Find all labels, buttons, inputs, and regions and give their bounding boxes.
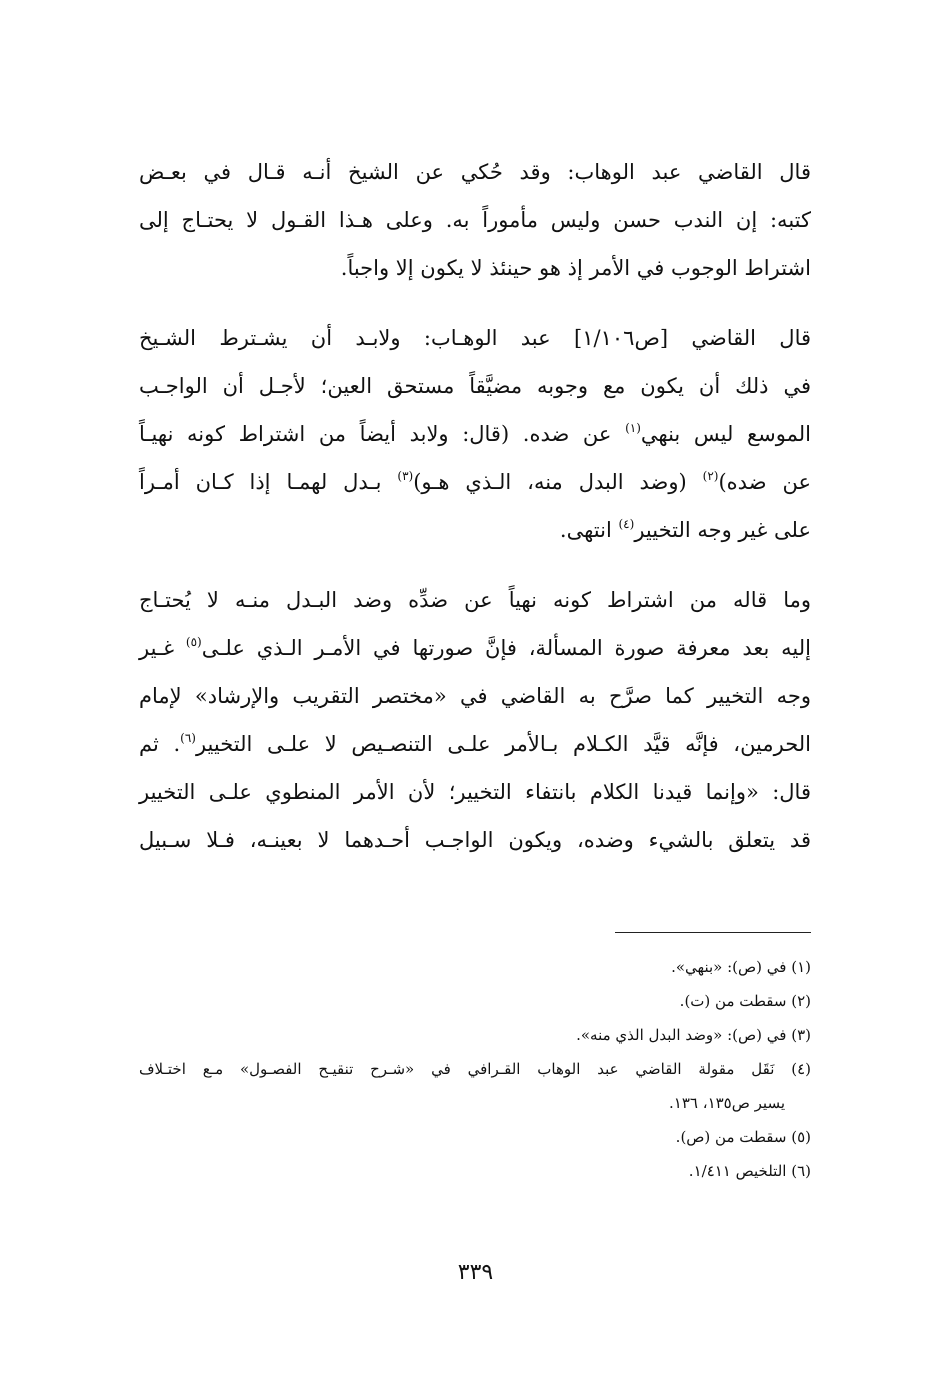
text-segment: (وضد البدل منه، الـذي هـو) — [413, 470, 703, 494]
footnote-4-continuation: يسير ص١٣٥، ١٣٦. — [669, 1094, 785, 1112]
text-line: وجه التخيير كما صرَّح به القاضي في «مختصر التقريب والإرشاد» لإمام — [139, 684, 811, 708]
footnote-ref-3[interactable]: (٣) — [397, 469, 414, 483]
page-number: ٣٣٩ — [457, 1260, 494, 1285]
paragraph-gap — [139, 554, 811, 576]
text-line — [139, 458, 811, 506]
paragraph-gap — [139, 292, 811, 314]
paragraph-1 — [139, 148, 811, 292]
text-line: كتبه: إن الندب حسن وليس مأموراً به. وعلى هـذا القـول لا يحتـاج إلى — [139, 208, 811, 232]
text-segment: الحرمين، فإنَّه قيَّد الكـلام بـالأمر علـى التنصـيص لا علـى التخيير — [195, 732, 812, 756]
main-text — [139, 148, 811, 864]
footnote-2: (٢) سقطت من (ت). — [679, 992, 811, 1010]
footnote-ref-5[interactable]: (٥) — [185, 635, 202, 649]
text-line: وما قاله من اشتراط كونه نهياً عن ضدِّه وضد البـدل منـه لا يُحتـاج — [139, 588, 811, 612]
text-line: اشتراط الوجوب في الأمر إذ هو حينئذ لا يكون إلا واجباً. — [340, 256, 811, 280]
paragraph-3 — [139, 576, 811, 864]
paragraph-2 — [139, 314, 811, 554]
footnote-6: (٦) التلخيص ١/٤١١. — [688, 1162, 811, 1180]
text-line — [139, 410, 811, 458]
footnote-3: (٣) في (ص): «وضد البدل الذي منه». — [576, 1026, 811, 1044]
text-line: قال القاضي [ص١/١٠٦] عبد الوهـاب: ولابـد أن يشـترط الشـيخ — [139, 326, 812, 350]
text-segment: . ثم — [139, 732, 181, 756]
footnotes — [139, 950, 811, 1188]
text-segment: إليه بعد معرفة صورة المسألة، فإنَّ صورتها في الأمـر الـذي علـى — [201, 636, 811, 660]
footnote-5: (٥) سقطت من (ص). — [675, 1128, 811, 1146]
text-segment: عن ضده) — [718, 470, 811, 494]
text-line: قال القاضي عبد الوهاب: وقد حُكي عن الشيخ أنـه قـال في بعـض — [139, 160, 811, 184]
text-line — [139, 506, 811, 554]
footnote-4: (٤) نَقَل مقولة القاضي عبد الوهاب القـرافي في «شـرح تنقيـح الفصـول» مـع اختـلاف — [139, 1060, 811, 1078]
text-line: قد يتعلق بالشيء وضده، ويكون الواجـب أحـدهما لا بعينـه، فـلا سـبيل — [139, 828, 811, 852]
footnote-ref-1[interactable]: (١) — [625, 421, 641, 435]
text-line — [139, 720, 811, 768]
text-segment: انتهى. — [559, 518, 619, 542]
text-line: قال: «وإنما قيدنا الكلام بانتفاء التخيير؛ لأن الأمر المنطوي علـى التخيير — [139, 780, 811, 804]
footnote-ref-2[interactable]: (٢) — [702, 469, 719, 483]
footnote-divider — [615, 932, 811, 933]
text-line: في ذلك أن يكون مع وجوبه مضيَّقاً مستحق العين؛ لأجـل أن الواجـب — [139, 374, 811, 398]
text-segment: عن ضده. (قال: ولابد أيضاً من اشتراط كونه نهيـاً — [139, 422, 626, 446]
footnote-ref-4[interactable]: (٤) — [618, 517, 635, 531]
text-segment: الموسع ليس بنهي — [640, 422, 811, 446]
text-segment: على غير وجه التخيير — [634, 518, 811, 542]
footnote-ref-6[interactable]: (٦) — [180, 731, 196, 745]
text-line — [139, 624, 811, 672]
footnote-1: (١) في (ص): «بنهي». — [671, 958, 811, 976]
text-segment: غـير — [139, 636, 186, 660]
text-segment: بـدل لهمـا إذا كـان أمـراً — [139, 470, 398, 494]
